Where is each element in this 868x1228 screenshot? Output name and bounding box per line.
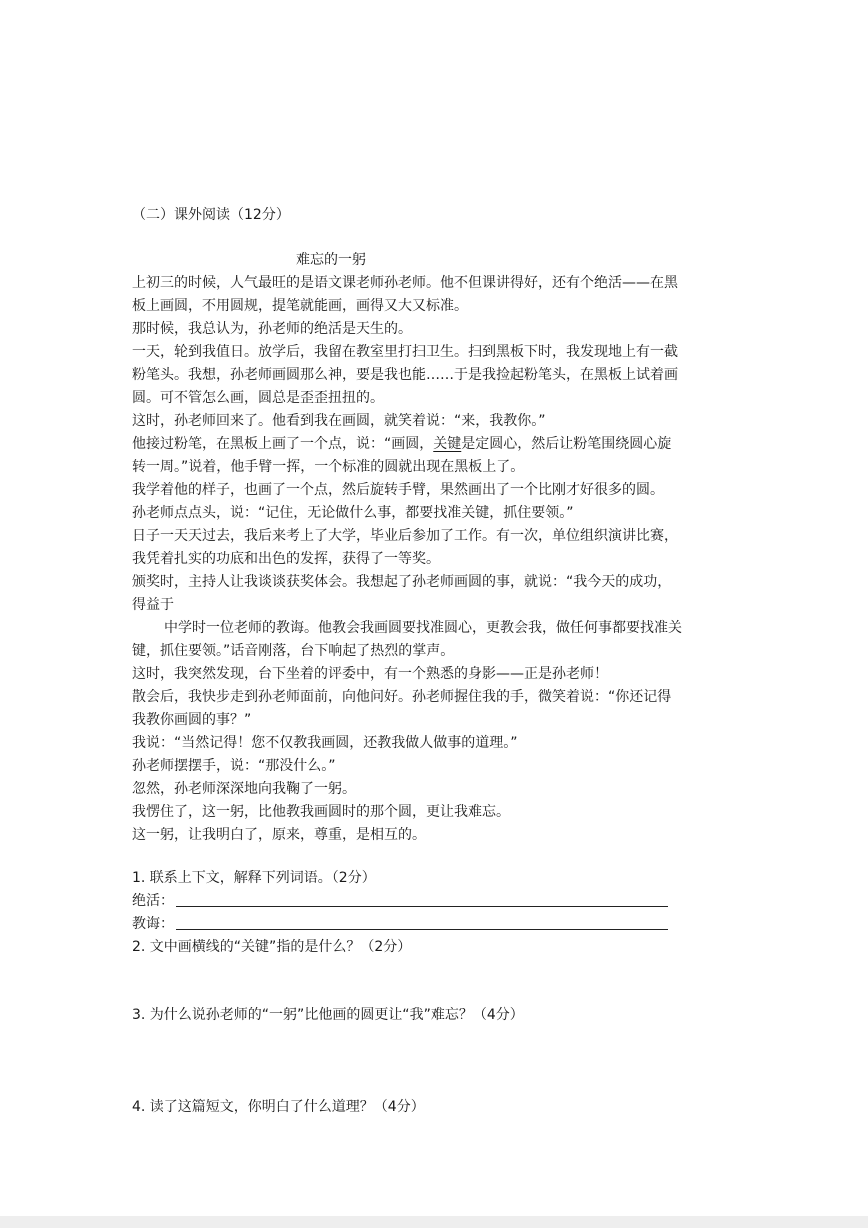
story-paragraph-line: 这一躬，让我明白了，原来，尊重，是相互的。	[132, 827, 426, 843]
story-paragraph-line: 孙老师点点头，说：“记住，无论做什么事，都要找准关键，抓住要领。”	[132, 505, 574, 521]
answer-line[interactable]	[176, 906, 668, 907]
story-paragraph-line-underlined	[132, 434, 671, 454]
story-paragraph-line: 散会后，我快步走到孙老师面前，向他问好。孙老师握住我的手，微笑着说：“你还记得	[132, 689, 672, 705]
question-1-term-2: 教诲：	[132, 916, 174, 932]
section-heading: （二）课外阅读（12分）	[132, 207, 290, 223]
story-paragraph-line: 我学着他的样子，也画了一个点，然后旋转手臂，果然画出了一个比刚才好很多的圆。	[132, 482, 664, 498]
story-paragraph-line: 这时，我突然发现，台下坐着的评委中，有一个熟悉的身影——正是孙老师！	[132, 666, 608, 682]
story-paragraph-line: 那时候，我总认为，孙老师的绝活是天生的。	[132, 321, 412, 337]
story-paragraph-line: 我凭着扎实的功底和出色的发挥，获得了一等奖。	[132, 551, 440, 567]
text-before-underline: 他接过粉笔，在黑板上画了一个点，说：“画圆，	[132, 436, 434, 452]
story-paragraph-line: 日子一天天过去，我后来考上了大学，毕业后参加了工作。有一次，单位组织演讲比赛，	[132, 528, 678, 544]
story-paragraph-line: 我教你画圆的事？”	[132, 712, 252, 728]
question-4: 4. 读了这篇短文，你明白了什么道理？（4分）	[132, 1099, 425, 1115]
story-paragraph-line: 这时，孙老师回来了。他看到我在画圆，就笑着说：“来，我教你。”	[132, 413, 546, 429]
text-after-underline: 是定圆心，然后让粉笔围绕圆心旋	[461, 436, 672, 452]
story-paragraph-line: 一天，轮到我值日。放学后，我留在教室里打扫卫生。扫到黑板下时，我发现地上有一截	[132, 344, 678, 360]
story-paragraph-line: 上初三的时候，人气最旺的是语文课老师孙老师。他不但课讲得好，还有个绝活——在黑	[132, 275, 678, 291]
story-paragraph-line: 我说：“当然记得！您不仅教我画圆，还教我做人做事的道理。”	[132, 735, 518, 751]
bottom-bar	[0, 1216, 868, 1228]
question-1: 1. 联系上下文，解释下列词语。（2分）	[132, 870, 376, 886]
answer-line[interactable]	[176, 929, 668, 930]
story-paragraph-line: 粉笔头。我想，孙老师画圆那么神，要是我也能……于是我捡起粉笔头，在黑板上试着画	[132, 367, 678, 383]
story-paragraph-line: 颁奖时，主持人让我谈谈获奖体会。我想起了孙老师画圆的事，就说：“我今天的成功，	[132, 574, 672, 590]
underlined-keyword: 关键	[433, 436, 462, 452]
story-paragraph-line: 得益于	[132, 597, 174, 613]
story-title: 难忘的一躬	[296, 252, 366, 268]
question-1-term-1: 绝活：	[132, 893, 174, 909]
story-paragraph-line: 转一周。”说着，他手臂一挥，一个标准的圆就出现在黑板上了。	[132, 459, 525, 475]
question-2: 2. 文中画横线的“关键”指的是什么？（2分）	[132, 939, 412, 955]
story-paragraph-line: 键，抓住要领。”话音刚落，台下响起了热烈的掌声。	[132, 643, 455, 659]
story-paragraph-line: 忽然，孙老师深深地向我鞠了一躬。	[132, 781, 356, 797]
story-paragraph-line: 圆。可不管怎么画，圆总是歪歪扭扭的。	[132, 390, 384, 406]
question-3: 3. 为什么说孙老师的“一躬”比他画的圆更让“我”难忘？（4分）	[132, 1007, 524, 1023]
story-paragraph-line: 我愣住了，这一躬，比他教我画圆时的那个圆，更让我难忘。	[132, 804, 510, 820]
story-paragraph-line: 中学时一位老师的教诲。他教会我画圆要找准圆心，更教会我，做任何事都要找准关	[164, 620, 682, 636]
story-paragraph-line: 孙老师摆摆手，说：“那没什么。”	[132, 758, 336, 774]
story-paragraph-line: 板上画圆，不用圆规，提笔就能画，画得又大又标准。	[132, 298, 468, 314]
